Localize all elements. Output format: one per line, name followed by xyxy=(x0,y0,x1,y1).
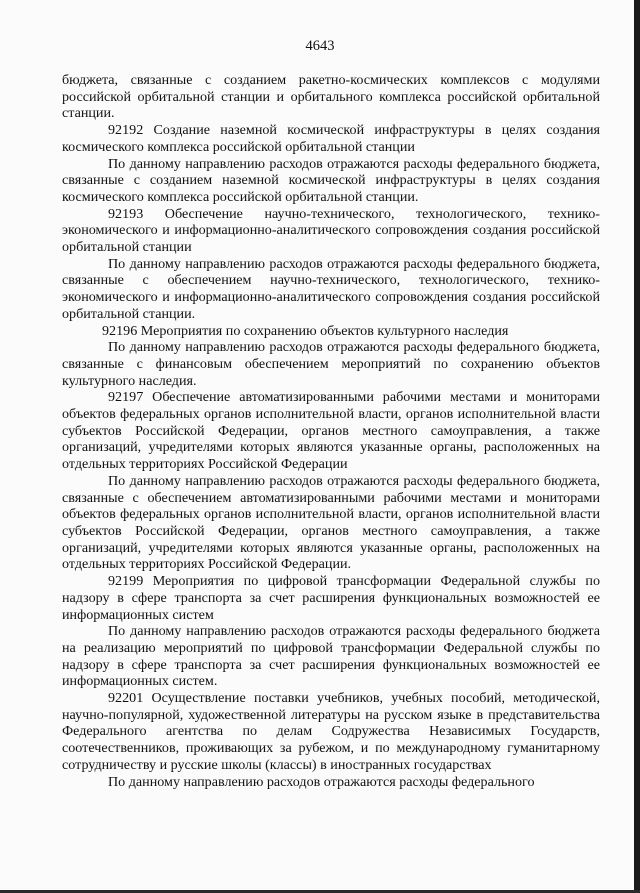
paragraph-description-92197: По данному направлению расходов отражаются расходы федерального бюджета, связанные с обеспечением автоматизированными рабочими местами и мониторами объектов федеральных органов исполнительной власти, органов исполнительной власти субъектов Российской Федерации, органов местного самоуправления, а также организаций, учредителями которых являются указанные органы, расположенных на отдельных территориях Российской Федерации. xyxy=(62,472,600,573)
paragraph-code-92197: 92197 Обеспечение автоматизированными рабочими местами и мониторами объектов федеральных органов исполнительной власти, органов исполнительной власти субъектов Российской Федерации, органов местного самоуправления, а также организаций, учредителями которых являются указанные органы, расположенных на отдельных территориях Российской Федерации xyxy=(62,389,600,473)
paragraph-continuation: бюджета, связанные с созданием ракетно-космических комплексов с модулями российской орбитальной станции и орбитального комплекса российской орбитальной станции. xyxy=(62,72,600,122)
paragraph-description-92199: По данному направлению расходов отражаются расходы федерального бюджета на реализацию мероприятий по цифровой трансформации Федеральной службы по надзору в сфере транспорта за счет расширения функциональных возможностей ее информационных систем. xyxy=(62,623,600,690)
paragraph-code-92193: 92193 Обеспечение научно-технического, технологического, технико-экономического и информационно-аналитического сопровождения создания российской орбитальной станции xyxy=(62,205,600,256)
paragraph-code-92199: 92199 Мероприятия по цифровой трансформации Федеральной службы по надзору в сфере транспорта за счет расширения функциональных возможностей ее информационных систем xyxy=(62,573,600,623)
paragraph-description-92192: По данному направлению расходов отражаются расходы федерального бюджета, связанные с созданием наземной космической инфраструктуры в целях создания космического комплекса российской орбитальной станции. xyxy=(62,155,600,205)
paragraph-code-92192: 92192 Создание наземной космической инфраструктуры в целях создания космического комплекса российской орбитальной станции xyxy=(62,122,600,155)
document-body xyxy=(62,72,600,790)
paragraph-description-92193: По данному направлению расходов отражаются расходы федерального бюджета, связанные с обеспечением научно-технического, технологического, технико-экономического и информационно-аналитического сопровождения создания российской орбитальной станции. xyxy=(62,255,600,322)
paragraph-code-92201: 92201 Осуществление поставки учебников, учебных пособий, методической, научно-популярной, художественной литературы на русском языке в представительства Федерального агентства по делам Содружества Независимых Государств, соотечественников, проживающих за рубежом, и по международному гуманитарному сотрудничеству и русские школы (классы) в иностранных государствах xyxy=(62,690,600,773)
paragraph-description-92201: По данному направлению расходов отражаются расходы федерального xyxy=(108,773,535,790)
scan-edge-right xyxy=(634,0,640,893)
page-number: 4643 xyxy=(305,38,335,54)
paragraph-description-92196: По данному направлению расходов отражаются расходы федерального бюджета, связанные с финансовым обеспечением мероприятий по сохранению объектов культурного наследия. xyxy=(62,339,600,389)
paragraph-code-92196: 92196 Мероприятия по сохранению объектов культурного наследия xyxy=(102,322,509,339)
